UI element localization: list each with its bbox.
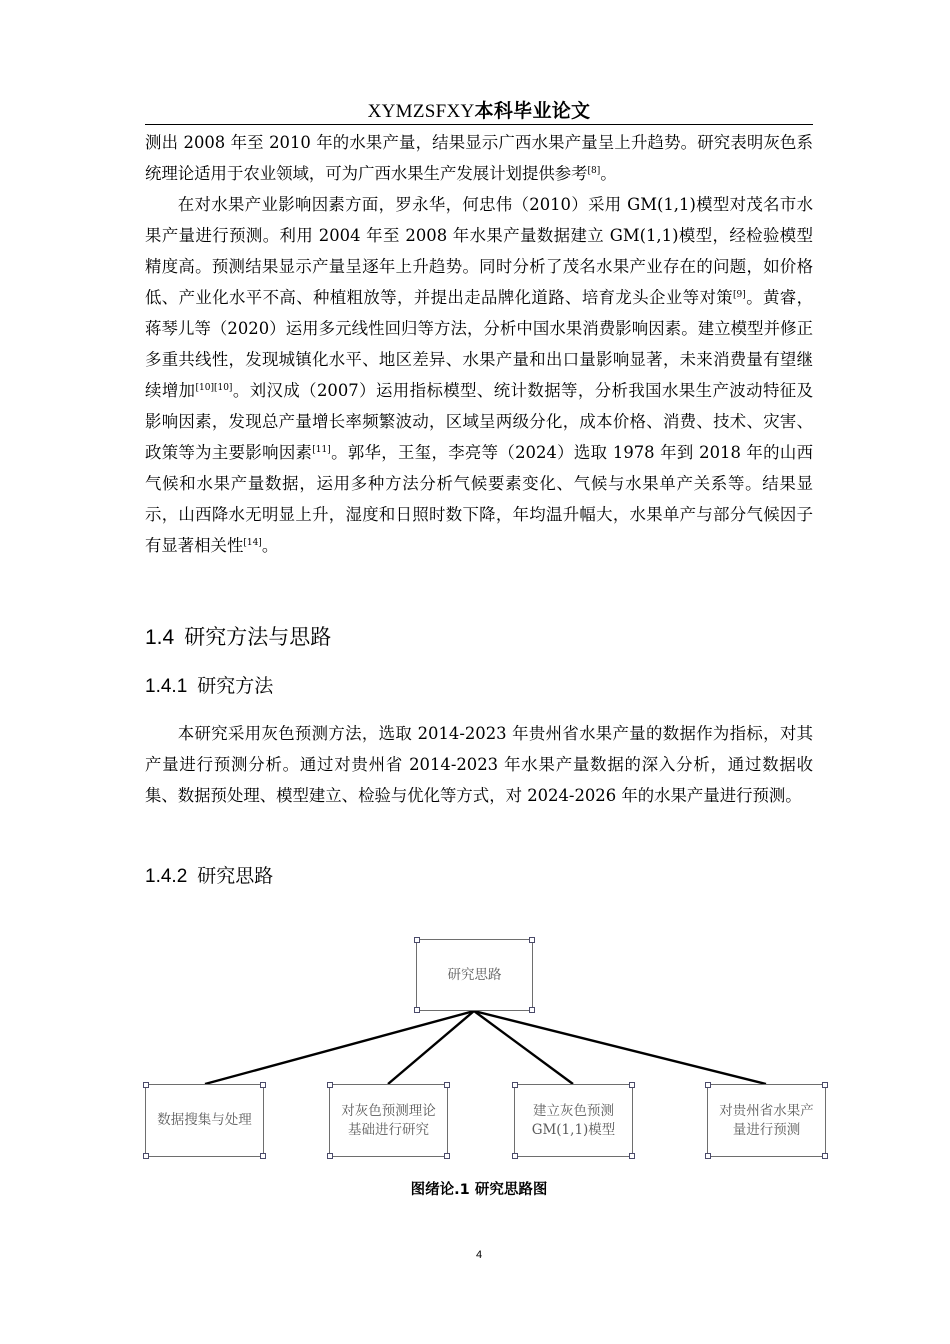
section-heading-1-4-2: 1.4.2 研究思路 — [145, 866, 274, 887]
diagram-root-node: 研究思路 — [416, 939, 533, 1011]
citation: [9] — [733, 290, 746, 300]
diagram-node-data-collection: 数据搜集与处理 — [145, 1084, 264, 1157]
citation: [14] — [243, 538, 262, 548]
diagram-node-forecast: 对贵州省水果产量进行预测 — [707, 1084, 826, 1157]
node-handle — [260, 1082, 266, 1088]
connector-line — [474, 1011, 766, 1084]
citation: [10][10] — [195, 383, 233, 393]
diagram-node-theory-study: 对灰色预测理论基础进行研究 — [329, 1084, 448, 1157]
node-handle — [143, 1153, 149, 1159]
header-title: 本科毕业论文 — [474, 100, 591, 122]
section-heading-1-4: 1.4 研究方法与思路 — [145, 626, 332, 649]
citation: [8] — [587, 166, 601, 176]
node-handle — [529, 1007, 535, 1013]
section-heading-1-4-1: 1.4.1 研究方法 — [145, 676, 274, 697]
connector-line — [388, 1011, 474, 1084]
node-handle — [705, 1153, 711, 1159]
node-handle — [414, 937, 420, 943]
header-rule — [145, 124, 813, 125]
node-handle — [143, 1082, 149, 1088]
connector-line — [205, 1011, 474, 1084]
page-header — [145, 96, 813, 123]
node-handle — [822, 1082, 828, 1088]
diagram-node-build-model: 建立灰色预测GM(1,1)模型 — [514, 1084, 633, 1157]
node-handle — [705, 1082, 711, 1088]
node-handle — [414, 1007, 420, 1013]
paragraph-2 — [145, 189, 813, 561]
node-handle — [512, 1082, 518, 1088]
node-handle — [512, 1153, 518, 1159]
paragraph-3-text: 本研究采用灰色预测方法，选取 2014-2023 年贵州省水果产量的数据作为指标，对其产量进行预测分析。通过对贵州省 2014-2023 年水果产量数据的深入分析，通过数据收集、数据预处理、模型建立、检验与优化等方式，对 2024-2026 年的水果产量进行预测。 — [145, 724, 813, 805]
node-handle — [529, 937, 535, 943]
paragraph-2-text: 在对水果产业影响因素方面，罗永华，何忠伟（2010）采用 GM(1,1)模型对茂名市水果产量进行预测。利用 2004 年至 2008 年水果产量数据建立 GM(1,1)模型，经检验模型精度高。预测结果显示产量呈逐年上升趋势。同时分析了茂名水果产业存在的问题，如价格低、产业化水平不高、种植粗放等，并提出走品牌化道路、培育龙头企业等对策[9]。黄睿，蒋琴儿等（2020）运用多元线性回归等方法，分析中国水果消费影响因素。建立模型并修正多重共线性，发现城镇化水平、地区差异、水果产量和出口量影响显著，未来消费量有望继续增加[10][10]。刘汉成（2007）运用指标模型、统计数据等，分析我国水果生产波动特征及影响因素，发现总产量增长率频繁波动，区域呈两级分化，成本价格、消费、技术、灾害、政策等为主要影响因素[11]。郭华，王玺，李亮等（2024）选取 1978 年到 2018 年的山西气候和水果产量数据，运用多种方法分析气候要素变化、气候与水果单产关系等。结果显示，山西降水无明显上升，湿度和日照时数下降，年均温升幅大，水果单产与部分气候因子有显著相关性[14]。 — [145, 195, 814, 555]
node-handle — [444, 1082, 450, 1088]
header-latin: XYMZSFXY — [367, 101, 475, 122]
node-handle — [629, 1153, 635, 1159]
paragraph-1-text: 测出 2008 年至 2010 年的水果产量，结果显示广西水果产量呈上升趋势。研究表明灰色系统理论适用于农业领域，可为广西水果生产发展计划提供参考[8]。 — [145, 133, 813, 183]
connector-line — [474, 1011, 573, 1084]
page-number: 4 — [475, 1249, 483, 1261]
node-handle — [629, 1082, 635, 1088]
node-handle — [444, 1153, 450, 1159]
figure-caption: 图绪论.1 研究思路图 — [410, 1182, 548, 1198]
node-handle — [822, 1153, 828, 1159]
node-handle — [327, 1153, 333, 1159]
node-handle — [327, 1082, 333, 1088]
paragraph-3 — [145, 718, 813, 811]
paragraph-1 — [145, 127, 813, 189]
citation: [11] — [312, 445, 331, 455]
node-handle — [260, 1153, 266, 1159]
